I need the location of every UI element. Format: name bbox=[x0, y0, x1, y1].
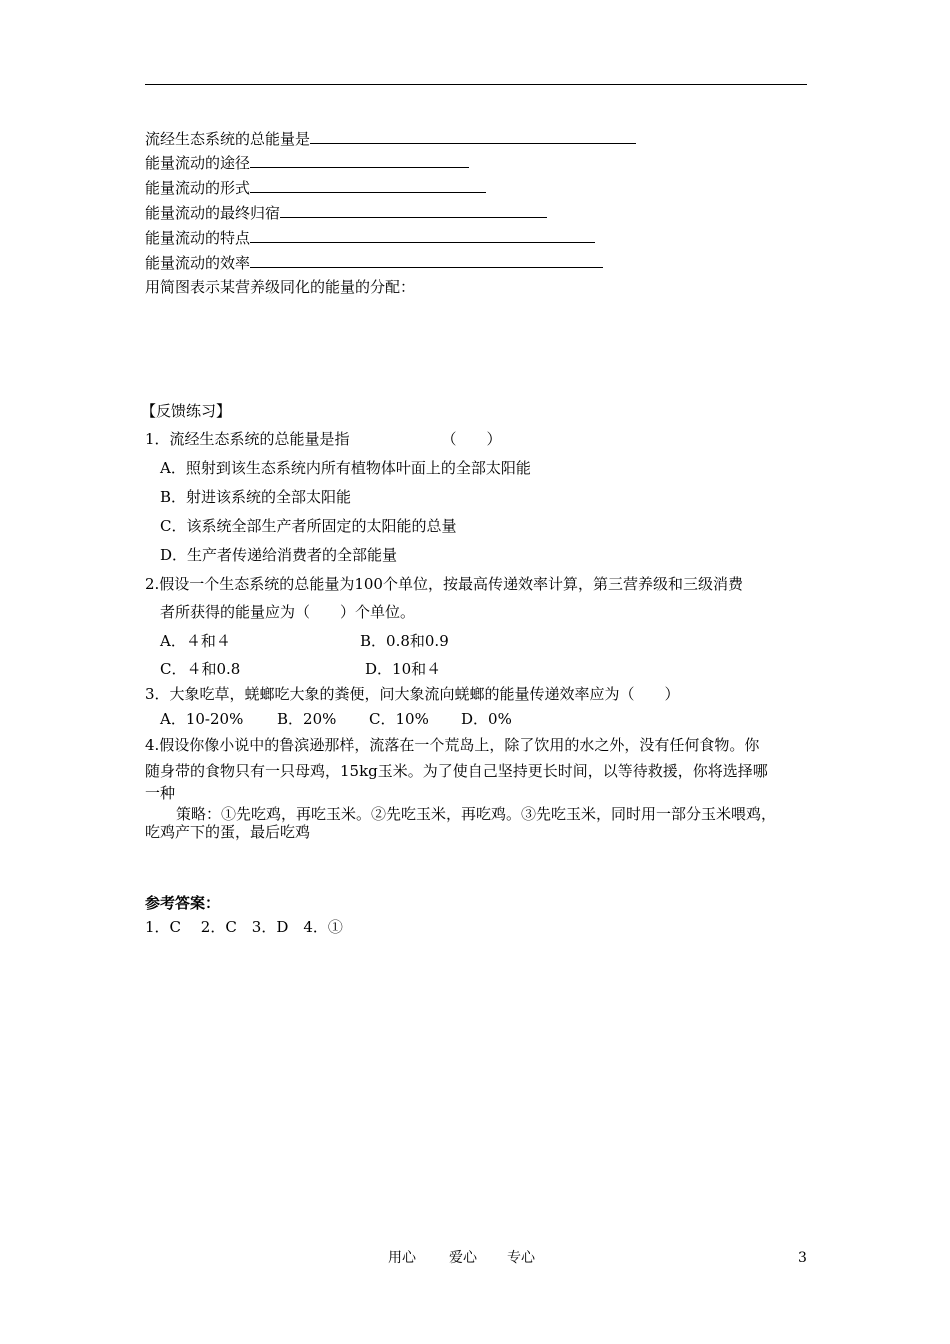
fill-in-item-form bbox=[145, 177, 486, 198]
answer-blank[interactable] bbox=[250, 227, 595, 243]
q2-option-b: B．0.8和0.9 bbox=[360, 632, 449, 650]
q3-option-b: B．20% bbox=[277, 710, 337, 728]
q4-strategy-line1: 策略：①先吃鸡，再吃玉米。②先吃玉米，再吃鸡。③先吃玉米，同时用一部分玉米喂鸡， bbox=[176, 805, 777, 823]
feedback-heading: 【反馈练习】 bbox=[141, 402, 232, 420]
answer-blank[interactable] bbox=[250, 177, 486, 193]
fill-in-label: 能量流动的最终归宿 bbox=[145, 204, 281, 222]
q3-option-a: A．10-20% bbox=[160, 710, 244, 728]
answer-blank[interactable] bbox=[250, 152, 469, 168]
q2-options-row1 bbox=[160, 631, 449, 651]
q1-stem bbox=[145, 429, 502, 449]
q2-option-a: A．４和４ bbox=[160, 632, 231, 650]
q1-stem-text: 1．流经生态系统的总能量是指 bbox=[145, 430, 350, 448]
q1-option-c: C．该系统全部生产者所固定的太阳能的总量 bbox=[160, 517, 457, 535]
q3-stem: 3．大象吃草，蜣螂吃大象的粪便，问大象流向蜣螂的能量传递效率应为（ ） bbox=[145, 685, 680, 703]
q1-option-a: A．照射到该生态系统内所有植物体叶面上的全部太阳能 bbox=[160, 459, 531, 477]
fill-in-label: 能量流动的形式 bbox=[145, 179, 251, 197]
fill-in-label: 流经生态系统的总能量是 bbox=[145, 130, 311, 148]
q1-answer-bracket: （ ） bbox=[441, 430, 502, 448]
q2-stem-line2: 者所获得的能量应为（ ）个单位。 bbox=[160, 603, 416, 621]
fill-in-label: 能量流动的效率 bbox=[145, 254, 251, 272]
q4-stem-line2: 随身带的食物只有一只母鸡，15kg玉米。为了使自己坚持更长时间，以等待救援，你将选择哪 bbox=[145, 762, 768, 780]
q2-option-c: C．４和0.8 bbox=[160, 660, 241, 678]
q4-stem-line1: 4.假设你像小说中的鲁滨逊那样，流落在一个荒岛上，除了饮用的水之外，没有任何食物。你 bbox=[145, 736, 760, 754]
fill-in-label: 能量流动的特点 bbox=[145, 229, 251, 247]
q1-option-b: B．射进该系统的全部太阳能 bbox=[160, 488, 352, 506]
q3-option-d: D．0% bbox=[461, 710, 512, 728]
footer-motto-2: 爱心 bbox=[449, 1250, 477, 1266]
q3-options bbox=[160, 709, 512, 729]
footer-motto-1: 用心 bbox=[388, 1250, 416, 1266]
diagram-prompt: 用简图表示某营养级同化的能量的分配： bbox=[145, 278, 416, 296]
q4-strategy-line2: 吃鸡产下的蛋，最后吃鸡 bbox=[145, 823, 311, 841]
page-number: 3 bbox=[798, 1250, 807, 1266]
answer-blank[interactable] bbox=[250, 252, 603, 268]
q3-option-c: C．10% bbox=[369, 710, 429, 728]
answer-blank[interactable] bbox=[310, 128, 636, 144]
fill-in-item-destination bbox=[145, 202, 547, 223]
q2-option-d: D．10和４ bbox=[365, 660, 442, 678]
fill-in-label: 能量流动的途径 bbox=[145, 154, 251, 172]
q2-options-row2 bbox=[160, 659, 441, 679]
footer-motto-3: 专心 bbox=[507, 1250, 535, 1266]
answers-text: 1．C 2．C 3．D 4．① bbox=[145, 918, 343, 936]
fill-in-item-total-energy bbox=[145, 128, 636, 149]
q1-option-d: D．生产者传递给消费者的全部能量 bbox=[160, 546, 398, 564]
fill-in-item-path bbox=[145, 152, 469, 173]
fill-in-item-efficiency bbox=[145, 252, 603, 273]
q2-stem-line1: 2.假设一个生态系统的总能量为100个单位，按最高传递效率计算，第三营养级和三级消费 bbox=[145, 575, 743, 593]
fill-in-item-characteristics bbox=[145, 227, 595, 248]
header-rule bbox=[145, 84, 807, 85]
q4-stem-line3: 一种 bbox=[145, 784, 176, 802]
answers-heading: 参考答案： bbox=[145, 894, 221, 912]
answer-blank[interactable] bbox=[280, 202, 547, 218]
